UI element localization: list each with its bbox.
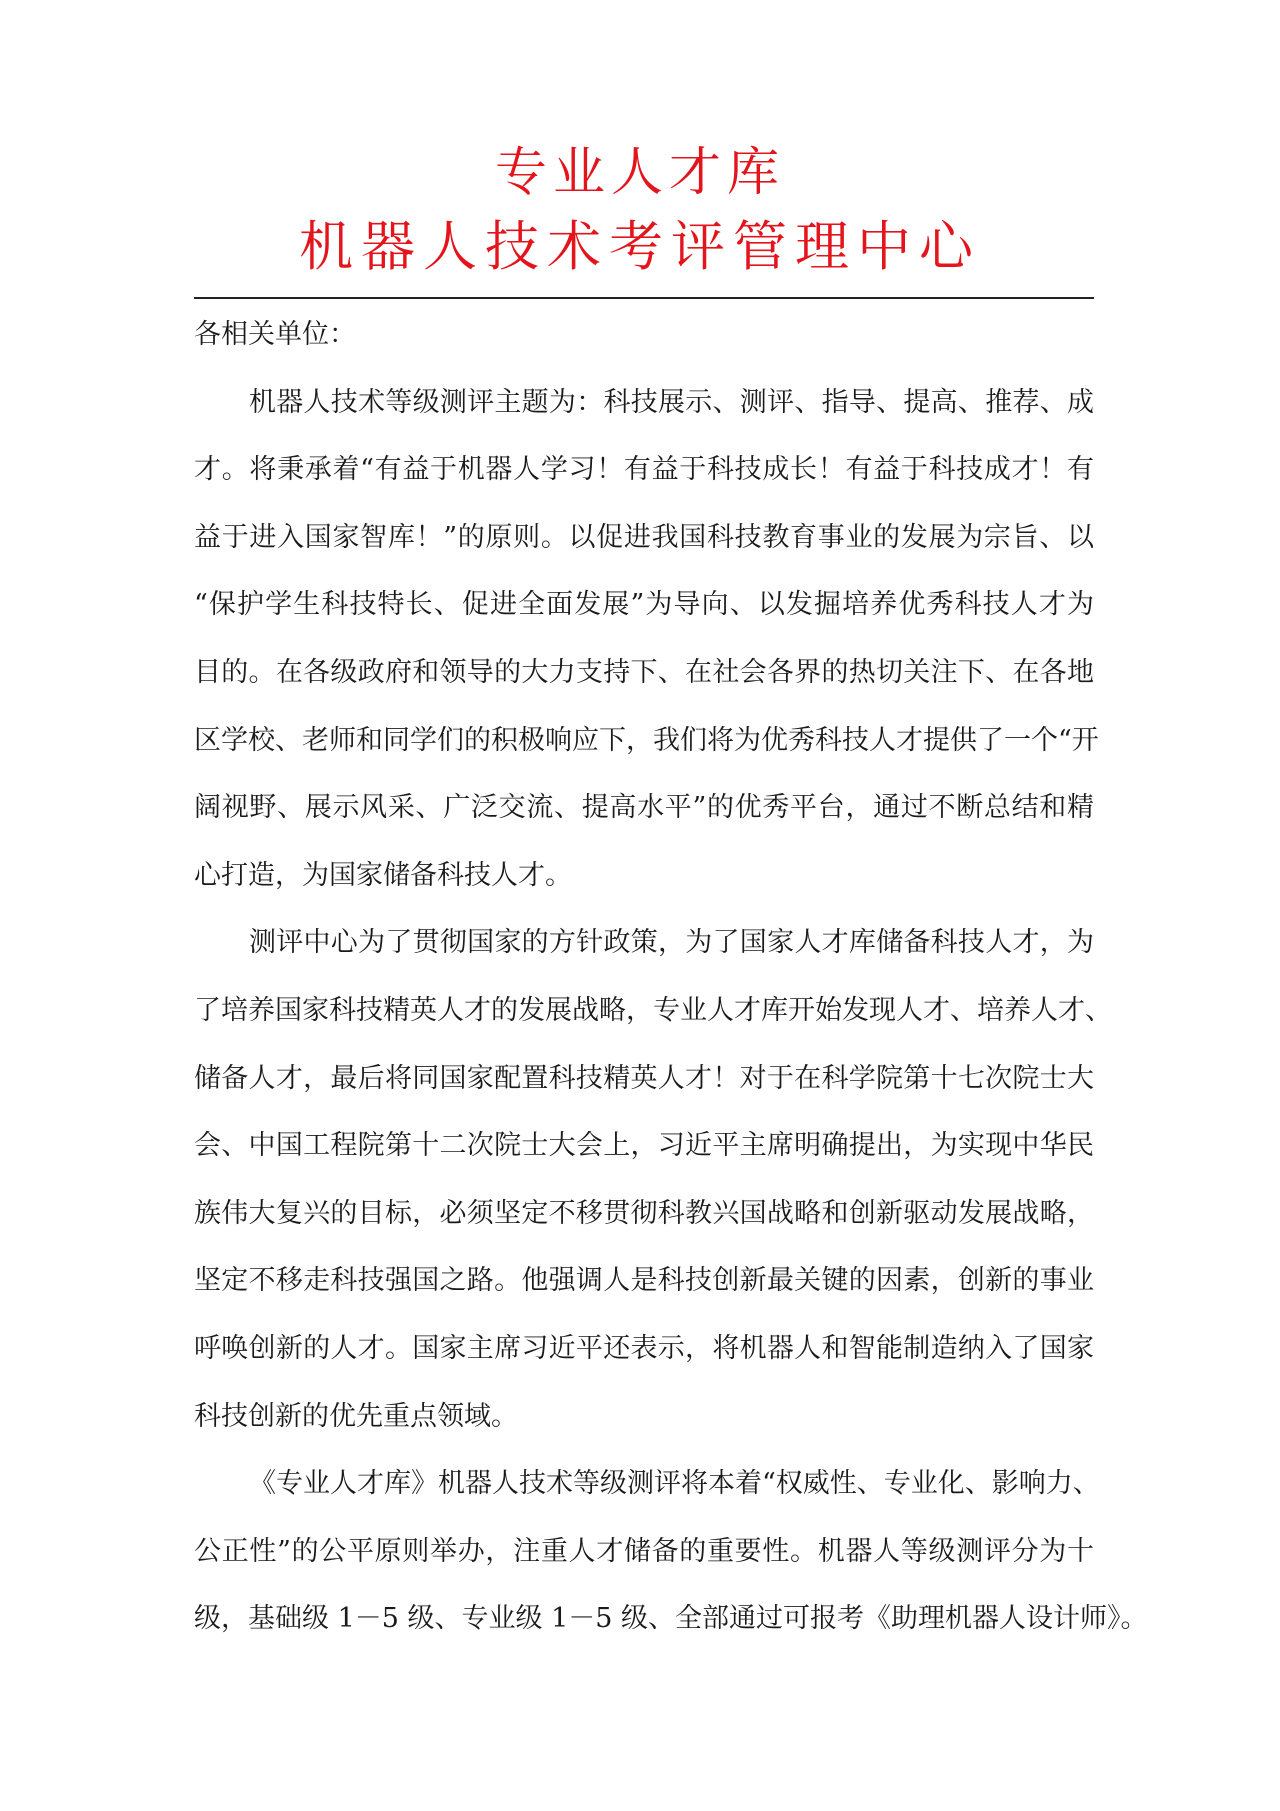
paragraph-2-line: 储备人才，最后将同国家配置科技精英人才！对于在科学院第十七次院士大 <box>194 1062 1094 1094</box>
paragraph-1-line: 益于进入国家智库！”的原则。以促进我国科技教育事业的发展为宗旨、以 <box>194 521 1094 553</box>
salutation: 各相关单位： <box>194 319 356 350</box>
paragraph-1-line: 目的。在各级政府和领导的大力支持下、在社会各界的热切关注下、在各地 <box>194 657 1094 688</box>
paragraph-3-line: 级，基础级 1－5 级、专业级 1－5 级、全部通过可报考《助理机器人设计师》。 <box>194 1603 1148 1635</box>
paragraph-1-line: 才。将秉承着“有益于机器人学习！有益于科技成长！有益于科技成才！有 <box>194 454 1094 486</box>
paragraph-2-line: 坚定不移走科技强国之路。他强调人是科技创新最关键的因素，创新的事业 <box>194 1265 1094 1297</box>
title-line-1: 专业人才库 <box>494 145 785 202</box>
header-divider <box>194 297 1094 299</box>
paragraph-3-line: 《专业人才库》机器人技术等级测评将本着“权威性、专业化、影响力、 <box>249 1468 1100 1500</box>
paragraph-1-line: 心打造，为国家储备科技人才。 <box>194 859 572 891</box>
paragraph-2-line: 测评中心为了贯彻国家的方针政策，为了国家人才库储备科技人才，为 <box>249 927 1094 959</box>
paragraph-2-line: 科技创新的优先重点领域。 <box>194 1400 518 1432</box>
title-line-2: 机器人技术考评管理中心 <box>299 217 981 277</box>
paragraph-2-line: 会、中国工程院第十二次院士大会上，习近平主席明确提出，为实现中华民 <box>194 1130 1094 1162</box>
paragraph-2-line: 了培养国家科技精英人才的发展战略，专业人才库开始发现人才、培养人才、 <box>194 995 1112 1026</box>
paragraph-2-line: 族伟大复兴的目标，必须坚定不移贯彻科教兴国战略和创新驱动发展战略， <box>194 1197 1094 1229</box>
paragraph-1-line: 阔视野、展示风采、广泛交流、提高水平”的优秀平台，通过不断总结和精 <box>194 792 1094 824</box>
paragraph-1-line: 区学校、老师和同学们的积极响应下，我们将为优秀科技人才提供了一个“开 <box>194 724 1099 756</box>
paragraph-3-line: 公正性”的公平原则举办，注重人才储备的重要性。机器人等级测评分为十 <box>194 1535 1094 1567</box>
paragraph-1-line: 机器人技术等级测评主题为：科技展示、测评、指导、提高、推荐、成 <box>249 386 1094 418</box>
paragraph-1-line: “保护学生科技特长、促进全面发展”为导向、以发掘培养优秀科技人才为 <box>194 589 1094 621</box>
paragraph-2-line: 呼唤创新的人才。国家主席习近平还表示，将机器人和智能制造纳入了国家 <box>194 1333 1094 1364</box>
